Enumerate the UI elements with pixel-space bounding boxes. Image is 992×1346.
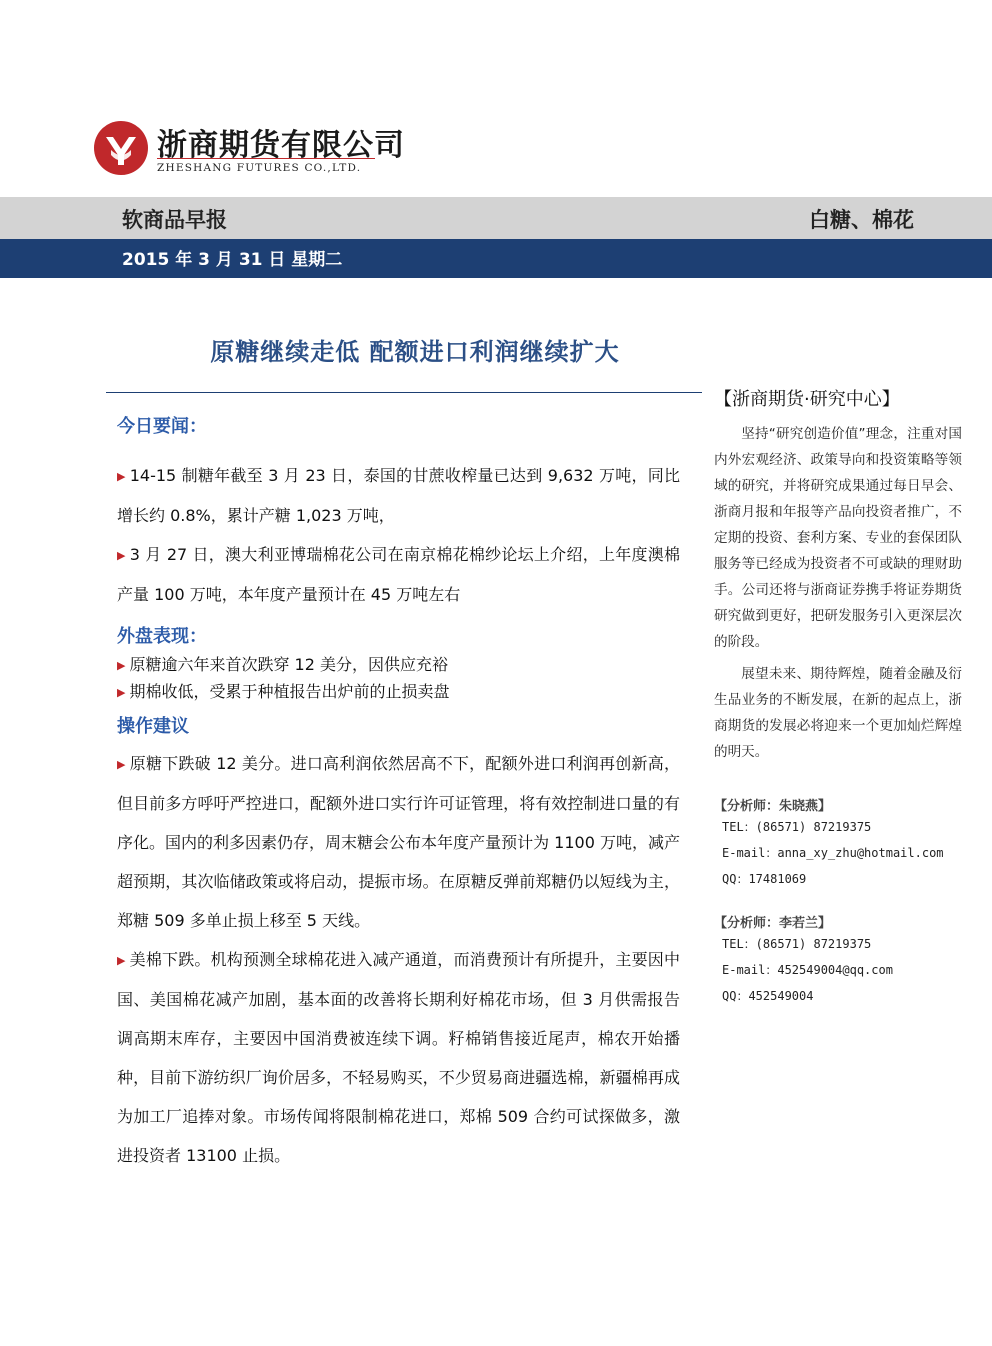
analyst-name: 【分析师：李若兰】 (714, 916, 832, 931)
overseas-item-2: 期棉收低，受累于种植报告出炉前的止损卖盘 (129, 682, 450, 701)
arrow-bullet-icon: ▶ (117, 954, 126, 967)
main-column (117, 412, 680, 1175)
sidebar-intro-2: 展望未来、期待辉煌，随着金融及衍生品业务的不断发展，在新的起点上，浙商期货的发展必将迎来一个更加灿烂辉煌的明天。 (714, 666, 962, 760)
analyst-email[interactable]: E-mail：452549004@qq.com (722, 963, 893, 977)
analyst-card (714, 795, 962, 892)
company-name-en: ZHESHANG FUTURES CO.,LTD. (157, 162, 362, 174)
arrow-bullet-icon: ▶ (117, 470, 126, 483)
advice-item-2: 美棉下跌。机构预测全球棉花进入减产通道，而消费预计有所提升，主要因中国、美国棉花减产加剧，基本面的改善将长期利好棉花市场，但 3 月供需报告调高期末库存，主要因中国消费被连续下调。籽棉销售接近尾声，棉农开始播种，目前下游纺织厂询价居多，不轻易购买，不少贸易商进疆选棉，新疆棉再成为加工厂追捧对象。市场传闻将限制棉花进口，郑棉 509 合约可试探做多，激进投资者 13100 止损。 (117, 950, 680, 1165)
sidebar-title: 【浙商期货·研究中心】 (714, 389, 900, 410)
list-item (117, 535, 680, 614)
today-item-2: 3 月 27 日，澳大利亚博瑞棉花公司在南京棉花棉纱论坛上介绍，上年度澳棉产量 100 万吨，本年度产量预计在 45 万吨左右 (117, 545, 680, 604)
analyst-qq: QQ：17481069 (722, 872, 807, 886)
list-item (117, 652, 680, 679)
analyst-card (714, 912, 962, 1009)
arrow-bullet-icon: ▶ (117, 549, 126, 562)
section-title-overseas: 外盘表现： (117, 626, 207, 647)
analyst-email[interactable]: E-mail：anna_xy_zhu@hotmail.com (722, 846, 944, 860)
headline-divider (106, 392, 702, 393)
list-item (117, 940, 680, 1175)
section-title-advice: 操作建议 (117, 716, 189, 737)
arrow-bullet-icon: ▶ (117, 659, 126, 672)
company-logo (93, 118, 405, 180)
arrow-bullet-icon: ▶ (117, 686, 126, 699)
report-headline: 原糖继续走低 配额进口利润继续扩大 (210, 338, 620, 366)
advice-item-1: 原糖下跌破 12 美分。进口高利润依然居高不下，配额外进口利润再创新高，但目前多方呼吁严控进口，配额外进口实行许可证管理，将有效控制进口量的有序化。国内的利多因素仍存，周末糖会公布本年度产量预计为 1100 万吨，减产超预期，其次临储政策或将启动，提振市场。在原糖反弹前郑糖仍以短线为主，郑糖 509 多单止损上移至 5 天线。 (117, 754, 680, 930)
sidebar-intro-1: 坚持“研究创造价值”理念，注重对国内外宏观经济、政策导向和投资策略等领域的研究，并将研究成果通过每日早会、浙商月报和年报等产品向投资者推广，不定期的投资、套利方案、专业的套保团队服务等已经成为投资者不可或缺的理财助手。公司还将与浙商证券携手将证券期货研究做到更好，把研发服务引入更深层次的阶段。 (714, 426, 962, 650)
analyst-qq: QQ：452549004 (722, 989, 814, 1003)
company-name-cn: 浙商期货有限公司 (157, 128, 405, 163)
analyst-name: 【分析师：朱晓燕】 (714, 799, 832, 814)
overseas-item-1: 原糖逾六年来首次跌穿 12 美分，因供应充裕 (129, 655, 449, 674)
arrow-bullet-icon: ▶ (117, 758, 126, 771)
sidebar (714, 385, 962, 1009)
list-item (117, 744, 680, 940)
logo-divider (157, 158, 375, 159)
report-tags: 白糖、棉花 (809, 208, 914, 232)
logo-emblem-icon (93, 120, 149, 176)
list-item (117, 456, 680, 535)
today-item-1: 14-15 制糖年截至 3 月 23 日，泰国的甘蔗收榨量已达到 9,632 万吨，同比增长约 0.8%，累计产糖 1,023 万吨， (117, 466, 680, 525)
section-title-today: 今日要闻： (117, 416, 207, 437)
analyst-tel: TEL：(86571) 87219375 (722, 820, 872, 834)
report-date: 2015 年 3 月 31 日 星期二 (122, 250, 343, 270)
report-type: 软商品早报 (122, 208, 227, 232)
analyst-tel: TEL：(86571) 87219375 (722, 937, 872, 951)
list-item (117, 679, 680, 706)
